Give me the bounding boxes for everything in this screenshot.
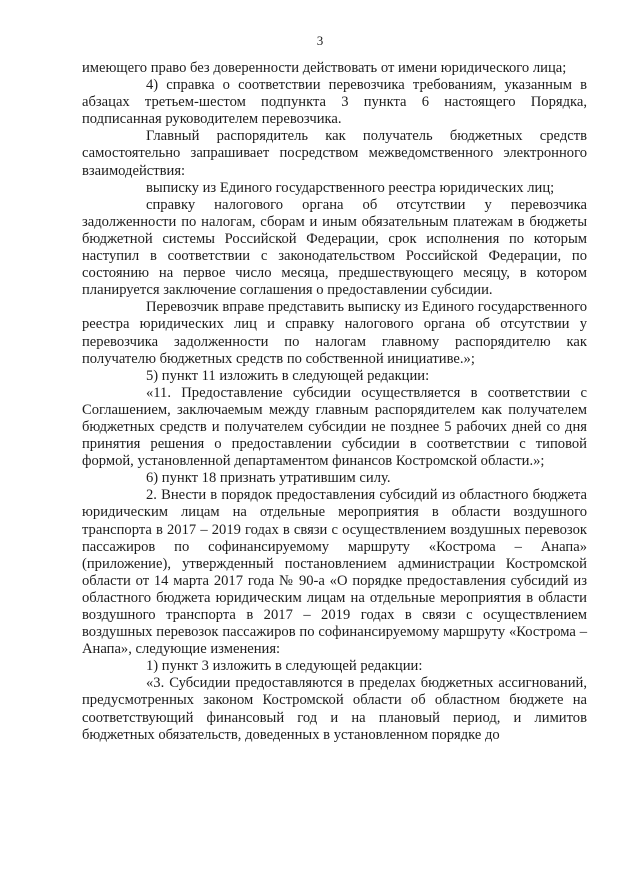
- paragraph-item-4-certificate: 4) справка о соответствии перевозчика требованиям, указанным в абзацах третьем-шестом подпункта 3 пункта 6 настоящего Порядка, подписанная руководителем перевозчика.: [82, 77, 587, 128]
- paragraph-item-1-heading: 1) пункт 3 изложить в следующей редакции:: [146, 658, 423, 675]
- page-number: 3: [316, 33, 324, 48]
- paragraph-clause-11: «11. Предоставление субсидии осуществляется в соответствии с Соглашением, заключаемым между главным распорядителем как получателем бюджетных средств и получателем субсидии не позднее 5 рабочих дней со дня принятия решения о предоставлении субсидии в соответствии с типовой формой, установленной департаментом финансов Костромской области.»;: [82, 384, 587, 470]
- paragraph-clause-3: «3. Субсидии предоставляются в пределах бюджетных ассигнований, предусмотренных законом Костромской области об областном бюджете на соответствующий финансовый год и на плановый период, и лимитов бюджетных обязательств, доведенных в установленном порядке до: [82, 675, 587, 743]
- paragraph-main-manager-requests: Главный распорядитель как получатель бюджетных средств самостоятельно запрашивает посредством межведомственного электронного взаимодействия:: [82, 128, 587, 179]
- paragraph-item-5-heading: 5) пункт 11 изложить в следующей редакции:: [146, 367, 430, 384]
- paragraph-section-2-amendments: 2. Внести в порядок предоставления субсидий из областного бюджета юридическим лицам на отдельные мероприятия в области воздушного транспорта в 2017 – 2019 годах в связи с осуществлением воздушных перевозок пассажиров по софинансируемому маршруту «Кострома – Анапа» (приложение), утвержденный постановлением администрации Костромской области от 14 марта 2017 года № 90-а «О порядке предоставления субсидий из областного бюджета юридическим лицам на отдельные мероприятия в области воздушного транспорта в 2017 – 2019 годах в связи с осуществлением воздушных перевозок пассажиров по софинансируемому маршруту «Кострома – Анапа», следующие изменения:: [82, 487, 587, 658]
- paragraph-item-6: 6) пункт 18 признать утратившим силу.: [146, 470, 391, 487]
- paragraph-tax-certificate: справку налогового органа об отсутствии у перевозчика задолженности по налогам, сборам и иным обязательным платежам в бюджеты бюджетной системы Российской Федерации, срок исполнения по которым наступил в соответствии с законодательством Российской Федерации, по состоянию на первое число месяца, предшествующего месяцу, в котором планируется заключение соглашения о предоставлении субсидии.: [82, 196, 587, 299]
- document-body: [82, 60, 587, 744]
- paragraph-representative-clause: имеющего право без доверенности действовать от имени юридического лица;: [82, 60, 567, 76]
- paragraph-carrier-may-submit: Перевозчик вправе представить выписку из Единого государственного реестра юридических лиц и справку налогового органа об отсутствии у перевозчика задолженности по налогам главному распорядителю как получателю бюджетных средств по собственной инициативе.»;: [82, 299, 587, 367]
- paragraph-registry-extract: выписку из Единого государственного реестра юридических лиц;: [146, 179, 555, 196]
